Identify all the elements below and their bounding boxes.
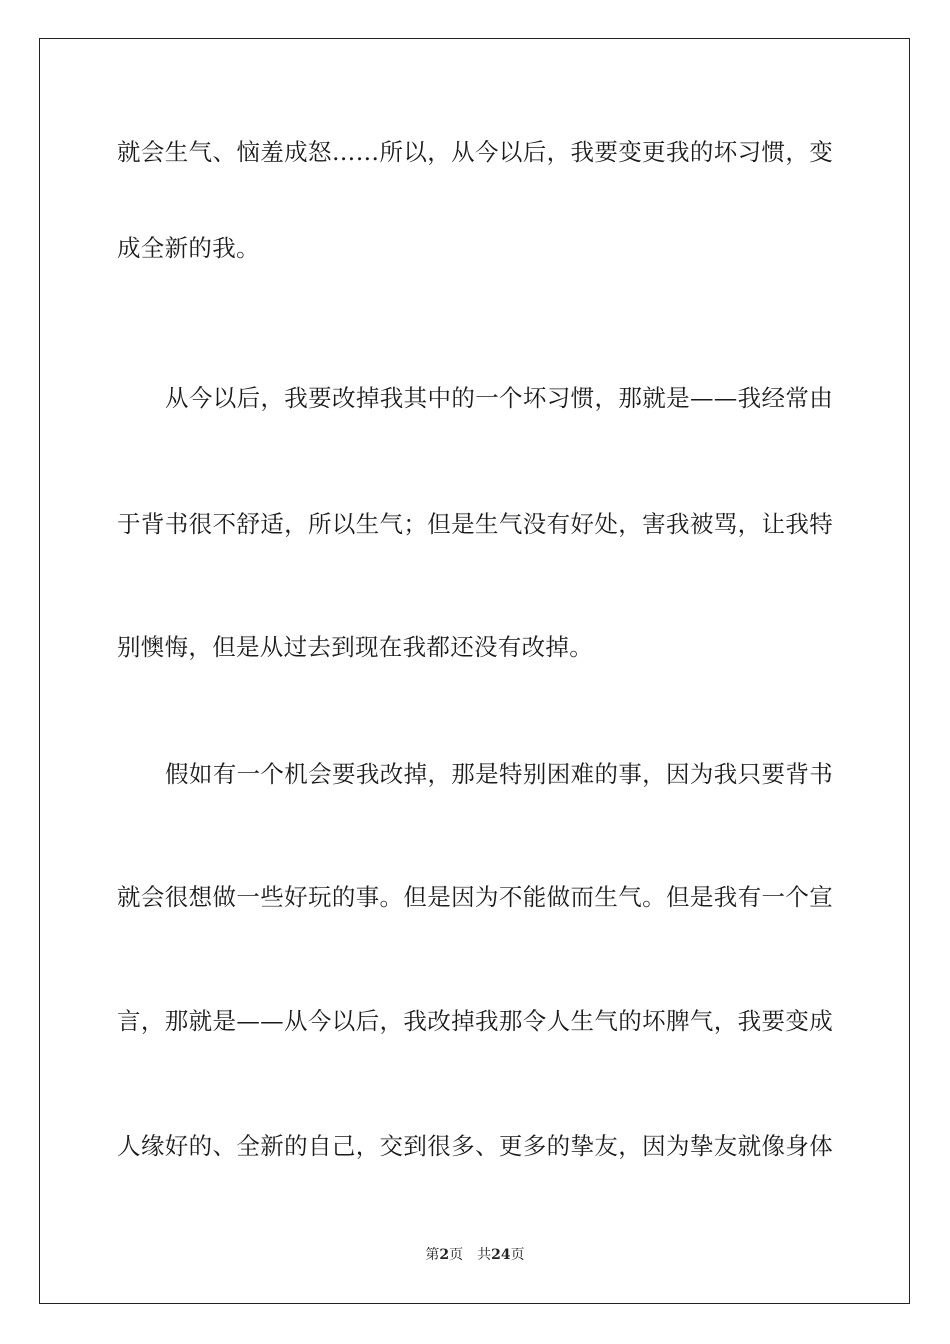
text-line: 别懊悔，但是从过去到现在我都还没有改掉。 (117, 633, 593, 661)
text-line: 人缘好的、全新的自己，交到很多、更多的挚友，因为挚友就像身体 (117, 1132, 833, 1160)
text-line: 于背书很不舒适，所以生气；但是生气没有好处，害我被骂，让我特 (117, 510, 833, 538)
page-border (39, 38, 910, 1304)
text-line: 成全新的我。 (117, 234, 260, 262)
page-footer (0, 1246, 950, 1264)
text-line: 就会很想做一些好玩的事。但是因为不能做而生气。但是我有一个宣 (117, 883, 833, 911)
total-prefix: 共 (477, 1247, 492, 1263)
page-suffix: 页 (449, 1247, 464, 1263)
paragraph-start-line: 假如有一个机会要我改掉，那是特别困难的事，因为我只要背书 (165, 760, 833, 788)
text-line: 言，那就是——从今以后，我改掉我那令人生气的坏脾气，我要变成 (117, 1007, 833, 1035)
total-suffix: 页 (510, 1247, 525, 1263)
paragraph-start-line: 从今以后，我要改掉我其中的一个坏习惯，那就是——我经常由 (165, 384, 833, 412)
page-number: 2 (439, 1247, 450, 1263)
total-pages: 24 (491, 1247, 511, 1263)
text-line: 就会生气、恼羞成怒……所以，从今以后，我要变更我的坏习惯，变 (117, 138, 833, 166)
page-prefix: 第 (425, 1247, 440, 1263)
